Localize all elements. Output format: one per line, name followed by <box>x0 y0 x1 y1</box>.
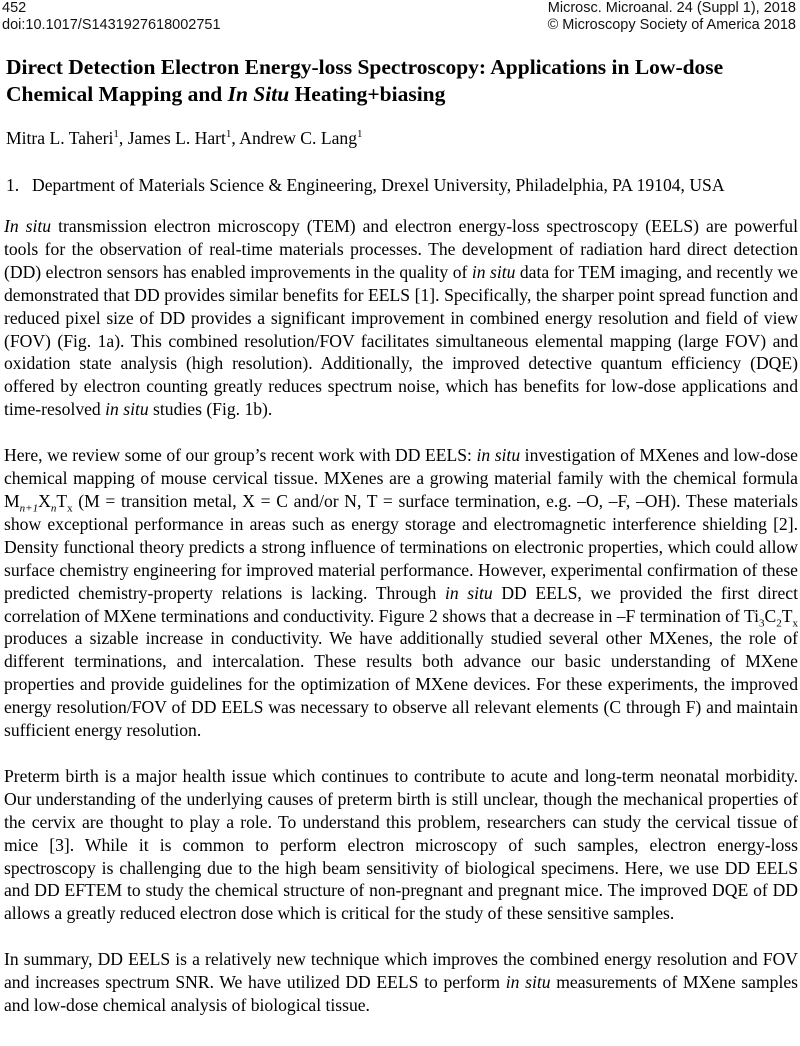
author-name: Mitra L. Taheri <box>6 128 114 148</box>
header-right <box>548 0 796 34</box>
author-separator: , <box>118 128 128 148</box>
title-italic: In Situ <box>227 82 290 106</box>
title-part: Heating+biasing <box>289 82 446 106</box>
paragraph: Preterm birth is a major health issue which continues to contribute to acute and long-term neonatal morbidity. Our understanding of the underlying causes of preterm birth is still unclear, though the mechanical properties of the cervix are thought to play a role. To understand this problem, researchers can study the cervical tissue of mice [3]. While it is common to perform electron microscopy of such samples, electron energy-loss spectroscopy is challenging due to the high beam sensitivity of biological specimens. Here, we use DD EELS and DD EFTEM to study the chemical structure of non-pregnant and pregnant mice. The improved DQE of DD allows a greatly reduced electron dose which is critical for the study of these sensitive samples. <box>4 765 798 924</box>
author-list <box>6 127 363 149</box>
author-affiliation-mark: 1 <box>113 128 119 141</box>
affiliation-text: Department of Materials Science & Engineering, Drexel University, Philadelphia, PA 19104, USA <box>32 175 725 195</box>
author-name: Andrew C. Lang <box>239 128 357 148</box>
paragraph: Here, we review some of our group’s recent work with DD EELS: in situ investigation of MXenes and low-dose chemical mapping of mouse cervical tissue. MXenes are a growing material family with the chemical formula $M_{n+1}X_nT_x$ (M = transition metal, X = C and/or N, T = surface termination, e.g. –O, –F, –OH). These materials show exceptional performance in areas such as energy storage and electromagnetic interference shielding [2]. Density functional theory predicts a strong influence of terminations on electronic properties, which could allow surface chemistry engineering for improved material performance. However, experimental confirmation of these predicted chemistry-property relations is lacking. Through in situ DD EELS, we provided the first direct correlation of MXene terminations and conductivity. Figure 2 shows that a decrease in –F termination of $Ti_3C_2T_x$ produces a sizable increase in conductivity. We have additionally studied several other MXenes, the role of different terminations, and intercalation. These results both advance our basic understanding of MXene properties and provide guidelines for the optimization of MXene devices. For these experiments, the improved energy resolution/FOV of DD EELS was necessary to observe all relevant elements (C through F) and maintain sufficient energy resolution. <box>4 445 798 741</box>
doi: doi:10.1017/S1431927618002751 <box>2 17 221 33</box>
author-separator: , <box>231 128 240 148</box>
title-part: Direct Detection Electron Energy-loss Spectroscopy: Applications in Low-dose Chemical Mapping and <box>6 55 724 106</box>
affiliation-number: 1. <box>6 175 20 195</box>
author-name: James L. Hart <box>127 128 226 148</box>
paper-body <box>4 215 798 1040</box>
paper-title <box>6 54 796 108</box>
affiliation <box>6 174 725 196</box>
header-left <box>2 0 221 34</box>
page-number: 452 <box>2 0 27 16</box>
journal-citation: Microsc. Microanal. 24 (Suppl 1), 2018 <box>547 0 796 16</box>
author-affiliation-mark: 1 <box>225 128 232 141</box>
paragraph: In summary, DD EELS is a relatively new technique which improves the combined energy resolution and FOV and increases spectrum SNR. We have utilized DD EELS to perform in situ measurements of MXene samples and low-dose chemical analysis of biological tissue. <box>4 949 798 1016</box>
copyright-notice: © Microscopy Society of America 2018 <box>547 17 796 33</box>
author-affiliation-mark: 1 <box>357 128 363 141</box>
paragraph: In situ transmission electron microscopy (TEM) and electron energy-loss spectroscopy (EELS) are powerful tools for the observation of real-time materials processes. The development of radiation hard direct detection (DD) electron sensors has enabled improvements in the quality of in situ data for TEM imaging, and recently we demonstrated that DD provides similar benefits for EELS [1]. Specifically, the sharper point spread function and reduced pixel size of DD provides a significant improvement in combined energy resolution and field of view (FOV) (Fig. 1a). This combined resolution/FOV facilitates simultaneous elemental mapping (large FOV) and oxidation state analysis (high resolution). Additionally, the improved detective quantum efficiency (DQE) offered by electron counting greatly reduces spectrum noise, which has benefits for low-dose applications and time-resolved in situ studies (Fig. 1b). <box>4 216 798 420</box>
